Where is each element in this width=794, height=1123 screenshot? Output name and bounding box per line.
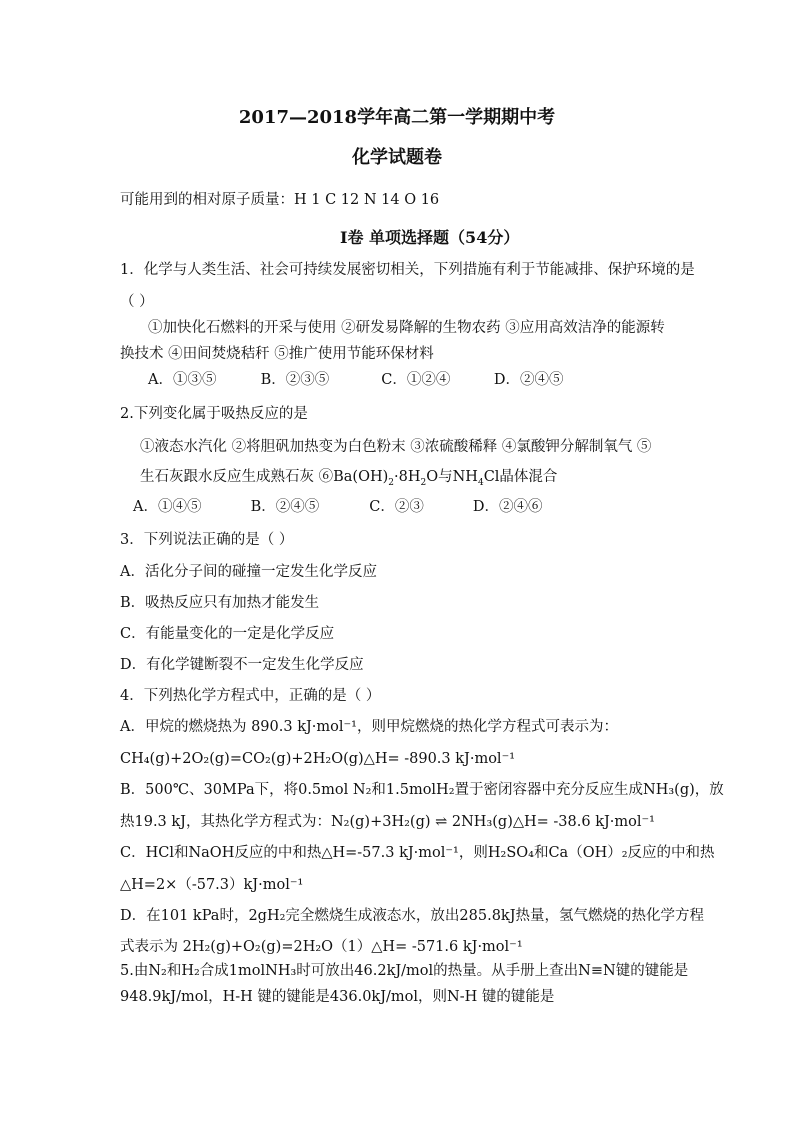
q2-option-d: D．②④⑥ — [472, 499, 543, 515]
q2-option-b: B．②④⑤ — [250, 499, 320, 515]
q1-items-line1: ①加快化石燃料的开采与使用 ②研发易降解的生物农药 ③应用高效洁净的能源转 — [148, 320, 665, 336]
q2-stem: 2.下列变化属于吸热反应的是 — [120, 406, 308, 422]
atomic-masses-line: 可能用到的相对原子质量：H 1 C 12 N 14 O 16 — [120, 192, 440, 208]
q4-option-c-line2: △H=2×（-57.3）kJ·mol⁻¹ — [120, 877, 304, 893]
q2-option-c: C．②③ — [369, 499, 424, 515]
q4-option-b-line1: B．500℃、30MPa下，将0.5mol N₂和1.5molH₂置于密闭容器中充分反应生成NH₃(g)，放 — [120, 782, 724, 798]
q3-option-b: B．吸热反应只有加热才能发生 — [120, 595, 320, 611]
q3-option-a: A．活化分子间的碰撞一定发生化学反应 — [120, 564, 377, 580]
q1-option-a: A．①③⑤ — [148, 372, 217, 388]
exam-subtitle: 化学试题卷 — [352, 147, 442, 168]
exam-title: 2017—2018学年高二第一学期期中考 — [238, 107, 556, 128]
q1-answer-blank: （ ） — [120, 294, 154, 310]
q1-option-b: B．②③⑤ — [260, 372, 330, 388]
q3-stem: 3．下列说法正确的是（ ） — [120, 532, 294, 548]
q2-options — [133, 497, 542, 517]
q4-option-c-line1: C．HCl和NaOH反应的中和热△H=-57.3 kJ·mol⁻¹，则H₂SO₄和Ca（OH）₂反应的中和热 — [120, 845, 715, 861]
q1-items-line2: 换技术 ④田间焚烧秸秆 ⑤推广使用节能环保材料 — [120, 346, 434, 362]
q2-items-line2: 生石灰跟水反应生成熟石灰 $⑥Ba(OH)_2\cdot 8H_2O$与$NH_4Cl$晶体混合 — [140, 469, 558, 488]
q2-items-line1: ①液态水汽化 ②将胆矾加热变为白色粉末 ③浓硫酸稀释 ④氯酸钾分解制氧气 ⑤ — [140, 439, 652, 455]
q5-line1: 5.由N₂和H₂合成1molNH₃时可放出46.2kJ/mol的热量。从手册上查出N≡N键的键能是 — [120, 963, 689, 979]
q3-option-c: C．有能量变化的一定是化学反应 — [120, 626, 335, 642]
q4-stem: 4．下列热化学方程式中，正确的是（ ） — [120, 688, 381, 704]
section-heading: Ⅰ卷 单项选择题（54分） — [340, 228, 520, 247]
q1-option-c: C．①②④ — [381, 372, 451, 388]
q1-options — [148, 370, 563, 390]
q3-option-d: D．有化学键断裂不一定发生化学反应 — [120, 657, 364, 673]
q1-stem: 1．化学与人类生活、社会可持续发展密切相关，下列措施有利于节能减排、保护环境的是 — [120, 262, 695, 278]
q4-option-d-line2: 式表示为 2H₂(g)+O₂(g)=2H₂O（1）△H= -571.6 kJ·mol⁻¹ — [120, 939, 523, 955]
q2-option-a: A．①④⑤ — [133, 499, 202, 515]
q4-option-a-line2: CH₄(g)+2O₂(g)=CO₂(g)+2H₂O(g)△H= -890.3 kJ·mol⁻¹ — [120, 751, 516, 767]
q4-option-b-line2: 热19.3 kJ，其热化学方程式为：N₂(g)+3H₂(g) ⇌ 2NH₃(g)△H= -38.6 kJ·mol⁻¹ — [120, 814, 655, 830]
q5-line2: 948.9kJ/mol，H-H 键的键能是436.0kJ/mol，则N-H 键的键能是 — [120, 989, 555, 1005]
q4-option-a-line1: A．甲烷的燃烧热为 890.3 kJ·mol⁻¹，则甲烷燃烧的热化学方程式可表示为： — [120, 719, 618, 735]
q4-option-d-line1: D．在101 kPa时，2gH₂完全燃烧生成液态水，放出285.8kJ热量，氢气燃烧的热化学方程 — [120, 908, 705, 924]
q1-option-d: D．②④⑤ — [493, 372, 564, 388]
